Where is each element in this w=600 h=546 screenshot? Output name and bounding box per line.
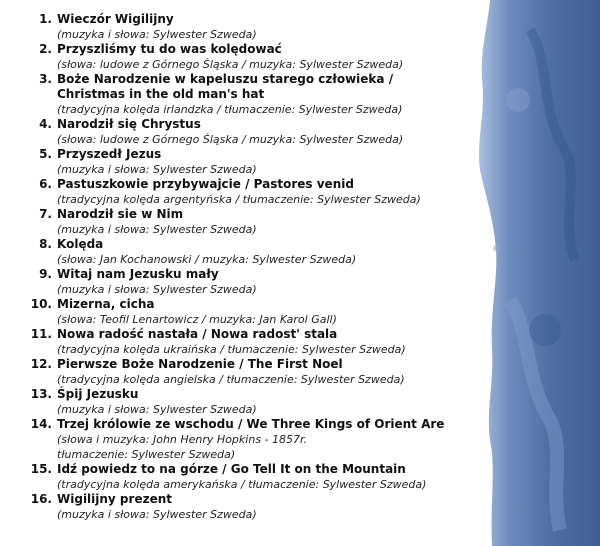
track-credit: (tradycyjna kolęda argentyńska / tłumaczenie: Sylwester Szweda) [57, 193, 421, 206]
track-credit: (muzyka i słowa: Sylwester Szweda) [57, 403, 257, 416]
track-title: Kolęda [57, 237, 104, 251]
track-item [0, 12, 470, 42]
track-title: Śpij Jezusku [57, 387, 139, 401]
track-title: Mizerna, cicha [57, 297, 155, 311]
track-number: 8. [39, 237, 52, 251]
track-credit: (tradycyjna kolęda angielska / tłumaczenie: Sylwester Szweda) [57, 373, 405, 386]
track-credit: (słowa: ludowe z Górnego Śląska / muzyka: Sylwester Szweda) [57, 133, 404, 146]
track-item [0, 297, 470, 327]
track-title: Pastuszkowie przybywajcie / Pastores venid [57, 177, 354, 191]
track-item [0, 207, 470, 237]
track-item [0, 177, 470, 207]
track-number: 1. [39, 12, 52, 26]
track-title: Christmas in the old man's hat [57, 87, 265, 101]
track-number: 5. [39, 147, 52, 161]
track-number: 4. [39, 117, 52, 131]
track-number: 11. [30, 327, 52, 341]
track-credit: (tradycyjna kolęda amerykańska / tłumaczenie: Sylwester Szweda) [57, 478, 427, 491]
track-list [0, 12, 470, 522]
track-item [0, 492, 470, 522]
track-number: 12. [30, 357, 52, 371]
track-number: 3. [39, 72, 52, 86]
track-number: 14. [30, 417, 52, 431]
track-item [0, 357, 470, 387]
track-credit: (słowa: Teofil Lenartowicz / muzyka: Jan Karol Gall) [57, 313, 337, 326]
track-number: 10. [30, 297, 52, 311]
track-title: Pierwsze Boże Narodzenie / The First Noel [57, 357, 343, 371]
track-item [0, 417, 470, 462]
track-title: Witaj nam Jezusku mały [57, 267, 219, 281]
track-item [0, 237, 470, 267]
track-credit: (słowa i muzyka: John Henry Hopkins - 1857r. [57, 433, 308, 446]
track-title: Nowa radość nastała / Nowa radost' stala [57, 327, 338, 341]
track-number: 13. [30, 387, 52, 401]
track-number: 15. [30, 462, 52, 476]
track-number: 16. [30, 492, 52, 506]
track-title: Idź powiedz to na górze / Go Tell It on the Mountain [57, 462, 406, 476]
track-number: 6. [39, 177, 52, 191]
track-item [0, 147, 470, 177]
track-number: 9. [39, 267, 52, 281]
track-credit: (muzyka i słowa: Sylwester Szweda) [57, 508, 257, 521]
track-title: Trzej królowie ze wschodu / We Three Kings of Orient Are [57, 417, 445, 431]
track-item [0, 267, 470, 297]
track-title: Narodził się Chrystus [57, 117, 201, 131]
track-item [0, 42, 470, 72]
track-credit: (muzyka i słowa: Sylwester Szweda) [57, 223, 257, 236]
track-credit: (muzyka i słowa: Sylwester Szweda) [57, 163, 257, 176]
track-item [0, 117, 470, 147]
track-title: Narodził sie w Nim [57, 207, 184, 221]
track-title: Wigilijny prezent [57, 492, 172, 506]
track-credit: (słowa: ludowe z Górnego Śląska / muzyka: Sylwester Szweda) [57, 58, 404, 71]
track-number: 2. [39, 42, 52, 56]
track-credit: (muzyka i słowa: Sylwester Szweda) [57, 28, 257, 41]
track-credit: (tradycyjna kolęda irlandzka / tłumaczenie: Sylwester Szweda) [57, 103, 403, 116]
track-credit: (słowa: Jan Kochanowski / muzyka: Sylwester Szweda) [57, 253, 357, 266]
track-credit: (tradycyjna kolęda ukraińska / tłumaczenie: Sylwester Szweda) [57, 343, 406, 356]
track-title: Przyszliśmy tu do was kolędować [57, 42, 282, 56]
track-number: 7. [39, 207, 52, 221]
track-item [0, 462, 470, 492]
track-title: Boże Narodzenie w kapeluszu starego człowieka / [57, 72, 394, 86]
blue-watercolor-decoration [470, 0, 600, 546]
track-item [0, 327, 470, 357]
track-credit: tłumaczenie: Sylwester Szweda) [57, 448, 236, 461]
track-item [0, 387, 470, 417]
track-item [0, 72, 470, 117]
track-title: Wieczór Wigilijny [57, 12, 174, 26]
track-title: Przyszedł Jezus [57, 147, 162, 161]
track-credit: (muzyka i słowa: Sylwester Szweda) [57, 283, 257, 296]
